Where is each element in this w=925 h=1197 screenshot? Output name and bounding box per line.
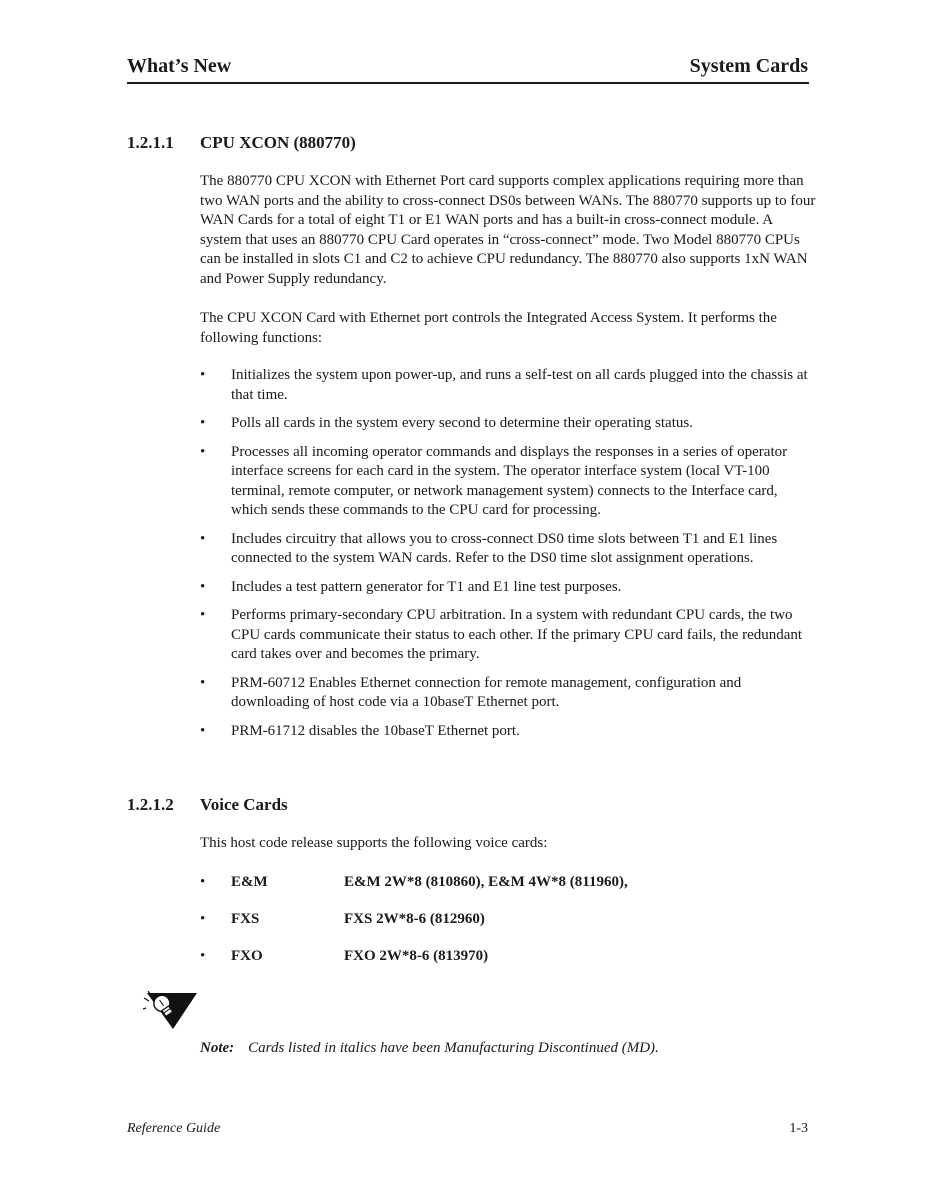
bullet-icon: • (200, 530, 206, 547)
bullet-icon: • (200, 607, 206, 623)
list-item: • PRM-61712 disables the 10baseT Ethernet port. (200, 722, 817, 742)
card-models: FXS 2W*8-6 (812960) (344, 911, 485, 927)
bullet-icon: • (200, 443, 206, 460)
bullet-icon: • (200, 367, 206, 383)
list-item: • Performs primary-secondary CPU arbitration. In a system with redundant CPU cards, the two CPU cards communicate their status to each other. If the primary CPU card fails, the redundant card takes over and becomes the primary. (200, 607, 803, 662)
paragraph-voice-intro: This host code release supports the following voice cards: (200, 835, 548, 851)
section-number: 1.2.1.2 (127, 795, 174, 814)
card-type: FXS (231, 911, 260, 927)
section-title: CPU XCON (880770) (200, 133, 356, 152)
lightbulb-note-icon (143, 991, 199, 1031)
header-rule (127, 82, 809, 84)
paragraph-cpu-functions: The CPU XCON Card with Ethernet port controls the Integrated Access System. It performs the following functions: (200, 310, 777, 346)
section-title: Voice Cards (200, 795, 288, 814)
header-title-left: What’s New (127, 55, 232, 77)
bullet-icon: • (200, 578, 206, 595)
card-type: E&M (231, 874, 268, 890)
list-item: • Initializes the system upon power-up, and runs a self-test on all cards plugged into the chassis at that time. (200, 367, 808, 403)
list-item: • PRM-60712 Enables Ethernet connection for remote management, configuration and downloading of host code via a 10baseT Ethernet port. (200, 674, 742, 710)
list-item: • Includes circuitry that allows you to cross-connect DS0 time slots between T1 and E1 lines connected to the system WAN cards. Refer to the DS0 time slot assignment operations. (200, 530, 778, 566)
section-heading-cpu-xcon (127, 133, 356, 153)
header-title-right: System Cards (689, 55, 808, 77)
note-label: Note: (200, 1040, 235, 1056)
section-number: 1.2.1.1 (127, 133, 174, 152)
card-models: FXO 2W*8-6 (813970) (344, 948, 489, 964)
list-item: • Includes a test pattern generator for T1 and E1 line test purposes. (200, 578, 817, 598)
function-bullet-list (200, 366, 817, 750)
footer-document-title: Reference Guide (127, 1121, 221, 1136)
list-item: • Processes all incoming operator commands and displays the responses in a series of operator interface screens for each card in the system. The operator interface system (local VT-100 terminal, remote computer, or network management system) connects to the Interface card, which sends these commands to the CPU card for processing. (200, 443, 788, 518)
list-item: • Polls all cards in the system every second to determine their operating status. (200, 414, 817, 434)
section-heading-voice-cards (127, 795, 288, 815)
bullet-icon: • (200, 948, 206, 964)
bullet-icon: • (200, 674, 206, 691)
card-models: E&M 2W*8 (810860), E&M 4W*8 (811960), (344, 874, 628, 890)
bullet-icon: • (200, 722, 206, 739)
card-type: FXO (231, 948, 263, 964)
bullet-icon: • (200, 911, 206, 927)
bullet-icon: • (200, 874, 206, 890)
paragraph-cpu-intro: The 880770 CPU XCON with Ethernet Port card supports complex applications requiring more than two WAN ports and the ability to cross-connect DS0s between WANs. The 880770 supports up to four WAN Cards for a total of eight T1 or E1 WAN ports and has a built-in cross-connect module. A system that uses an 880770 CPU Card operates in “cross-connect” mode. Two Model 880770 CPUs can be installed in slots C1 and C2 to achieve CPU redundancy. The 880770 also supports 1xN WAN and Power Supply redundancy. (200, 173, 816, 287)
note-text: Note: Cards listed in italics have been Manufacturing Discontinued (MD). (200, 1040, 659, 1056)
page-number: 1-3 (789, 1121, 808, 1136)
bullet-icon: • (200, 415, 206, 431)
